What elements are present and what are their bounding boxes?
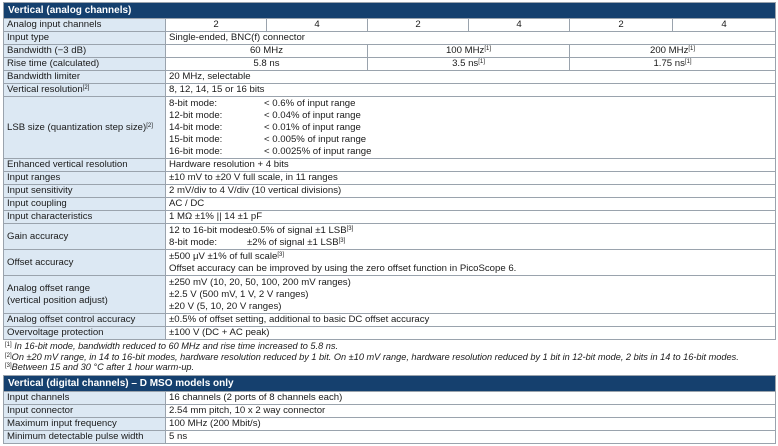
digital-spec-table	[3, 375, 776, 444]
table-row	[4, 276, 776, 314]
lsb-line: 16-bit mode: < 0.0025% of input range	[169, 145, 372, 157]
row-value: AC / DC	[166, 198, 776, 211]
row-label: Input characteristics	[4, 211, 166, 224]
table-row	[4, 45, 776, 58]
row-value	[166, 97, 776, 159]
row-value: ±10 mV to ±20 V full scale, in 11 ranges	[166, 172, 776, 185]
row-value: Single-ended, BNC(f) connector	[166, 32, 776, 45]
row-label: Analog offset control accuracy	[4, 314, 166, 327]
row-label: Input ranges	[4, 172, 166, 185]
footnote: [1] In 16-bit mode, bandwidth reduced to 60 MHz and rise time increased to 5.8 ns.	[5, 341, 339, 351]
channel-count: 4	[469, 19, 570, 32]
table-row	[4, 84, 776, 97]
footnote: [2]On ±20 mV range, in 14 to 16-bit modes, hardware resolution reduced by 1 bit. On ±10 mV range, hardware resolution reduced by 1 bit in 12-bit mode, 2 bits in 14 to 16-bit modes.	[5, 351, 739, 362]
table-row	[4, 211, 776, 224]
row-value	[166, 224, 776, 250]
channel-count: 2	[570, 19, 673, 32]
row-label: Input coupling	[4, 198, 166, 211]
row-label: Analog offset range (vertical position adjust)	[4, 276, 166, 314]
row-label: Enhanced vertical resolution	[4, 159, 166, 172]
row-value: Hardware resolution + 4 bits	[166, 159, 776, 172]
table-row	[4, 172, 776, 185]
analog-spec-table	[3, 2, 776, 340]
row-label: Analog input channels	[4, 19, 166, 32]
lsb-line: 8-bit mode: < 0.6% of input range	[169, 97, 356, 109]
offset-range-line: ±20 V (5, 10, 20 V ranges)	[169, 300, 282, 312]
channel-count: 2	[166, 19, 267, 32]
table-row	[4, 250, 776, 276]
row-label: Offset accuracy	[4, 250, 166, 276]
table-row	[4, 430, 776, 443]
row-label: Rise time (calculated)	[4, 58, 166, 71]
lsb-line: 15-bit mode: < 0.005% of input range	[169, 133, 367, 145]
row-value: ±0.5% of offset setting, additional to basic DC offset accuracy	[166, 314, 776, 327]
table-row	[4, 58, 776, 71]
row-value: 1 MΩ ±1% || 14 ±1 pF	[166, 211, 776, 224]
table-row	[4, 32, 776, 45]
row-value: 8, 12, 14, 15 or 16 bits	[166, 84, 776, 97]
table-row	[4, 327, 776, 340]
row-label: Input sensitivity	[4, 185, 166, 198]
offset-line: Offset accuracy can be improved by using the zero offset function in PicoScope 6.	[169, 262, 517, 274]
table-row	[4, 391, 776, 404]
row-value: 2.54 mm pitch, 10 x 2 way connector	[166, 404, 776, 417]
row-label: Bandwidth (−3 dB)	[4, 45, 166, 58]
channel-count: 2	[368, 19, 469, 32]
row-label: Overvoltage protection	[4, 327, 166, 340]
offset-line: ±500 μV ±1% of full scale[3]	[169, 250, 284, 262]
rise-time-value: 5.8 ns	[166, 58, 368, 71]
table-row	[4, 19, 776, 32]
table-row	[4, 417, 776, 430]
row-label: Maximum input frequency	[4, 417, 166, 430]
table-row	[4, 404, 776, 417]
section-title-analog: Vertical (analog channels)	[4, 3, 776, 19]
row-label: Input connector	[4, 404, 166, 417]
row-label: Minimum detectable pulse width	[4, 430, 166, 443]
row-value: 20 MHz, selectable	[166, 71, 776, 84]
row-label: LSB size (quantization step size)[2]	[4, 97, 166, 159]
rise-time-value: 1.75 ns[1]	[570, 58, 776, 71]
row-value: 2 mV/div to 4 V/div (10 vertical divisions)	[166, 185, 776, 198]
row-value: 100 MHz (200 Mbit/s)	[166, 417, 776, 430]
row-value	[166, 276, 776, 314]
bandwidth-value: 60 MHz	[166, 45, 368, 58]
row-value	[166, 250, 776, 276]
offset-range-line: ±250 mV (10, 20, 50, 100, 200 mV ranges)	[169, 276, 351, 288]
rise-time-value: 3.5 ns[1]	[368, 58, 570, 71]
footnote: [3]Between 15 and 30 °C after 1 hour warm-up.	[5, 362, 195, 372]
row-label: Input type	[4, 32, 166, 45]
row-label: Input channels	[4, 391, 166, 404]
table-row	[4, 185, 776, 198]
bandwidth-value: 100 MHz[1]	[368, 45, 570, 58]
offset-range-line: ±2.5 V (500 mV, 1 V, 2 V ranges)	[169, 288, 309, 300]
table-row	[4, 71, 776, 84]
lsb-line: 14-bit mode: < 0.01% of input range	[169, 121, 361, 133]
table-row	[4, 97, 776, 159]
gain-line: 12 to 16-bit modes:±0.5% of signal ±1 LSB[3]	[169, 224, 354, 236]
table-row	[4, 314, 776, 327]
row-label: Vertical resolution[2]	[4, 84, 166, 97]
spec-sheet	[3, 2, 775, 444]
row-value: 16 channels (2 ports of 8 channels each)	[166, 391, 776, 404]
footnotes	[3, 340, 775, 375]
row-value: 5 ns	[166, 430, 776, 443]
table-row	[4, 159, 776, 172]
section-title-digital: Vertical (digital channels) – D MSO models only	[4, 375, 776, 391]
gain-line: 8-bit mode: ±2% of signal ±1 LSB[3]	[169, 236, 346, 248]
lsb-line: 12-bit mode: < 0.04% of input range	[169, 109, 361, 121]
bandwidth-value: 200 MHz[1]	[570, 45, 776, 58]
channel-count: 4	[267, 19, 368, 32]
row-label: Bandwidth limiter	[4, 71, 166, 84]
row-value: ±100 V (DC + AC peak)	[166, 327, 776, 340]
table-row	[4, 224, 776, 250]
channel-count: 4	[673, 19, 776, 32]
row-label: Gain accuracy	[4, 224, 166, 250]
table-row	[4, 198, 776, 211]
